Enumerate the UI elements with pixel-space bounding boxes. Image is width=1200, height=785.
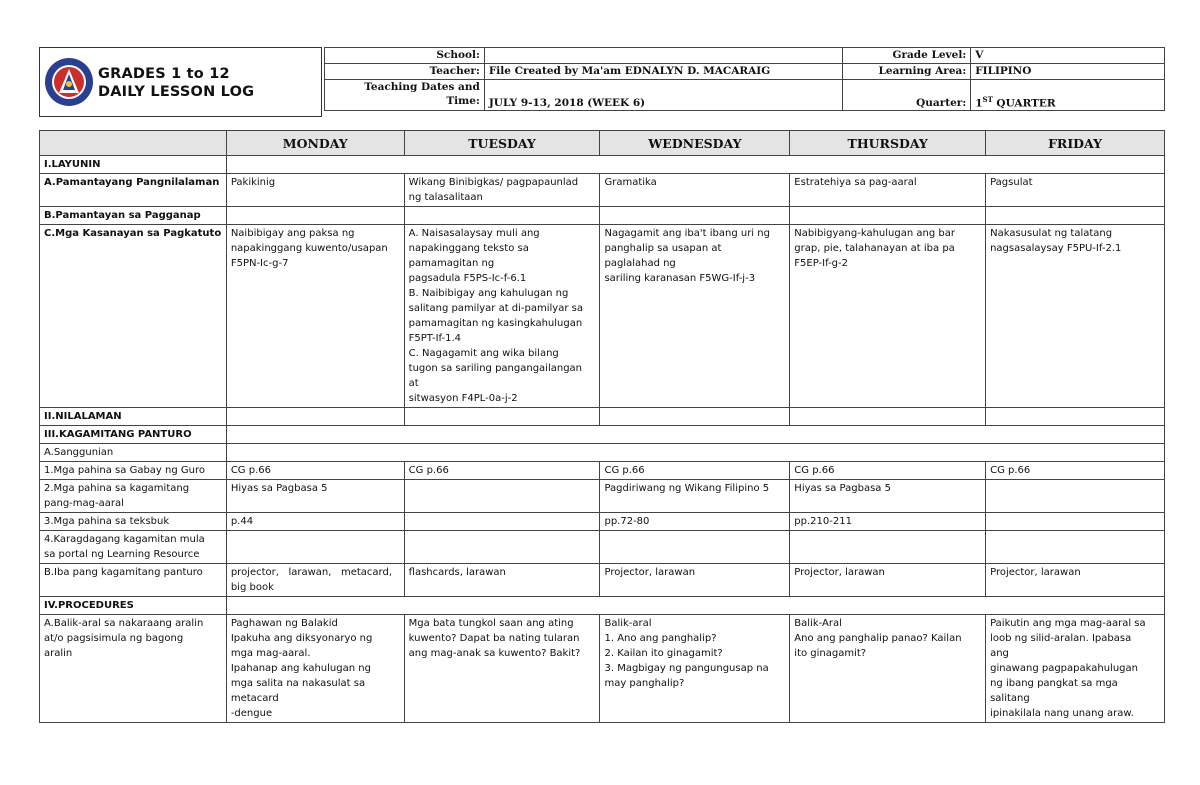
table-row <box>40 426 1165 444</box>
title-line-1: GRADES 1 to 12 <box>98 66 230 82</box>
cell-fri <box>986 513 1165 531</box>
lesson-log-table <box>39 130 1165 723</box>
cell-thu: Projector, larawan <box>790 564 986 597</box>
empty-cell <box>226 408 404 426</box>
cell-fri: Pagsulat <box>986 174 1165 207</box>
section-procedures: IV.PROCEDURES <box>40 597 227 615</box>
table-row <box>40 615 1165 723</box>
school-value <box>484 48 843 64</box>
empty-cell <box>600 207 790 225</box>
day-friday: FRIDAY <box>986 131 1165 156</box>
cell-wed: Nagagamit ang iba't ibang uri ng panghalip sa usapan at paglalahad ng sariling karanasan F5WG-If-j-3 <box>600 225 790 408</box>
cell-mon: projector, larawan, metacard, big book <box>226 564 404 597</box>
section-nilalaman: II.NILALAMAN <box>40 408 227 426</box>
empty-cell <box>226 597 1164 615</box>
cell-tue: CG p.66 <box>404 462 600 480</box>
quarter-rest: QUARTER <box>992 97 1056 109</box>
cell-thu: Estratehiya sa pag-aaral <box>790 174 986 207</box>
row-label-teksbuk: 3.Mga pahina sa teksbuk <box>40 513 227 531</box>
section-layunin: I.LAYUNIN <box>40 156 227 174</box>
teacher-label: Teacher: <box>325 64 485 80</box>
empty-cell <box>404 408 600 426</box>
quarter-num: 1 <box>975 97 983 109</box>
table-row <box>40 462 1165 480</box>
cell-thu: Hiyas sa Pagbasa 5 <box>790 480 986 513</box>
dates-value-text: JULY 9-13, 2018 (WEEK 6) <box>488 97 646 109</box>
cell-wed: Gramatika <box>600 174 790 207</box>
section-kagamitang: III.KAGAMITANG PANTURO <box>40 426 227 444</box>
area-label: Learning Area: <box>843 64 971 80</box>
row-label-pamantayang-pangnilalaman: A.Pamantayang Pangnilalaman <box>40 174 227 207</box>
empty-cell <box>790 207 986 225</box>
cell-mon: p.44 <box>226 513 404 531</box>
row-label-gabay: 1.Mga pahina sa Gabay ng Guro <box>40 462 227 480</box>
empty-cell <box>986 207 1165 225</box>
cell-mon: Pakikinig <box>226 174 404 207</box>
empty-cell <box>600 408 790 426</box>
day-wednesday: WEDNESDAY <box>600 131 790 156</box>
cell-tue: A. Naisasalaysay muli ang napakinggang teksto sa pamamagitan ng pagsadula F5PS-Ic-f-6.1 B. Naibibigay ang kahulugan ng salitang pamilyar at di-pamilyar sa pamamagitan ng kasingkahulugan F5PT-If-1.4 C. Nagagamit ang wika bilang tugon sa sariling pangangailangan at sitwasyon F4PL-0a-j-2 <box>404 225 600 408</box>
grade-label: Grade Level: <box>843 48 971 64</box>
day-monday: MONDAY <box>226 131 404 156</box>
table-row <box>40 480 1165 513</box>
empty-cell <box>226 426 1164 444</box>
table-row <box>40 408 1165 426</box>
table-row <box>40 513 1165 531</box>
school-label: School: <box>325 48 485 64</box>
cell-tue <box>404 480 600 513</box>
table-row <box>40 156 1165 174</box>
title-line-2: DAILY LESSON LOG <box>98 84 255 100</box>
cell-thu: Nabibigyang-kahulugan ang bar grap, pie, talahanayan at iba pa F5EP-If-g-2 <box>790 225 986 408</box>
cell-fri: Paikutin ang mga mag-aaral sa loob ng silid-aralan. Ipabasa ang ginawang pagpapakahulugan ng ibang pangkat sa mga salitang ipinakilala nang unang araw. <box>986 615 1165 723</box>
dates-value <box>484 80 843 111</box>
table-row <box>40 444 1165 462</box>
area-value: FILIPINO <box>971 64 1165 80</box>
cell-thu: Balik-Aral Ano ang panghalip panao? Kailan ito ginagamit? <box>790 615 986 723</box>
cell-thu: CG p.66 <box>790 462 986 480</box>
cell-fri <box>986 480 1165 513</box>
cell-wed: CG p.66 <box>600 462 790 480</box>
cell-mon: Naibibigay ang paksa ng napakinggang kuwento/usapan F5PN-Ic-g-7 <box>226 225 404 408</box>
cell-wed: pp.72-80 <box>600 513 790 531</box>
table-row <box>40 597 1165 615</box>
cell-mon: Hiyas sa Pagbasa 5 <box>226 480 404 513</box>
cell-wed: Balik-aral 1. Ano ang panghalip? 2. Kailan ito ginagamit? 3. Magbigay ng pangungusap na may panghalip? <box>600 615 790 723</box>
empty-cell <box>226 444 1164 462</box>
dates-label-line-2: Time: <box>446 95 480 107</box>
empty-cell <box>986 531 1165 564</box>
quarter-value <box>971 80 1165 111</box>
teacher-value: File Created by Ma'am EDNALYN D. MACARAIG <box>484 64 843 80</box>
table-row <box>40 207 1165 225</box>
page-title <box>98 65 254 101</box>
cell-tue: Wikang Binibigkas/ pagpapaunlad ng talasalitaan <box>404 174 600 207</box>
cell-fri: CG p.66 <box>986 462 1165 480</box>
cell-mon: Paghawan ng Balakid Ipakuha ang diksyonaryo ng mga mag-aaral. Ipahanap ang kahulugan ng mga salita na nakasulat sa metacard -dengue <box>226 615 404 723</box>
row-label-sanggunian: A.Sanggunian <box>40 444 227 462</box>
empty-cell <box>226 156 1164 174</box>
cell-tue <box>404 513 600 531</box>
empty-cell <box>226 531 404 564</box>
empty-cell <box>986 408 1165 426</box>
row-label-kagamitang-mag-aaral: 2.Mga pahina sa kagamitang pang-mag-aaral <box>40 480 227 513</box>
cell-fri: Projector, larawan <box>986 564 1165 597</box>
row-label-balik-aral: A.Balik-aral sa nakaraang aralin at/o pagsisimula ng bagong aralin <box>40 615 227 723</box>
deped-seal-icon <box>44 57 94 107</box>
grade-value: V <box>971 48 1165 64</box>
quarter-label <box>843 80 971 111</box>
row-label-iba-pang: B.Iba pang kagamitang panturo <box>40 564 227 597</box>
quarter-label-text: Quarter: <box>916 97 967 109</box>
table-row <box>40 174 1165 207</box>
cell-fri: Nakasusulat ng talatang nagsasalaysay F5PU-If-2.1 <box>986 225 1165 408</box>
dates-label <box>325 80 485 111</box>
row-label-pamantayan-pagganap: B.Pamantayan sa Pagganap <box>40 207 227 225</box>
cell-wed: Pagdiriwang ng Wikang Filipino 5 <box>600 480 790 513</box>
row-label-kasanayan: C.Mga Kasanayan sa Pagkatuto <box>40 225 227 408</box>
cell-mon: CG p.66 <box>226 462 404 480</box>
table-row <box>40 531 1165 564</box>
row-label-karagdagang: 4.Karagdagang kagamitan mula sa portal ng Learning Resource <box>40 531 227 564</box>
day-tuesday: TUESDAY <box>404 131 600 156</box>
cell-tue: Mga bata tungkol saan ang ating kuwento? Dapat ba nating tularan ang mag-anak sa kuwento? Bakit? <box>404 615 600 723</box>
dates-label-line-1: Teaching Dates and <box>364 81 480 93</box>
table-row <box>40 564 1165 597</box>
corner-cell <box>40 131 227 156</box>
empty-cell <box>226 207 404 225</box>
empty-cell <box>600 531 790 564</box>
table-row <box>40 225 1165 408</box>
header-title-box <box>39 47 322 117</box>
quarter-sup: ST <box>982 94 993 104</box>
empty-cell <box>790 408 986 426</box>
cell-tue: flashcards, larawan <box>404 564 600 597</box>
empty-cell <box>404 531 600 564</box>
empty-cell <box>404 207 600 225</box>
cell-wed: Projector, larawan <box>600 564 790 597</box>
day-thursday: THURSDAY <box>790 131 986 156</box>
cell-thu: pp.210-211 <box>790 513 986 531</box>
info-table <box>324 47 1165 111</box>
empty-cell <box>790 531 986 564</box>
day-header-row <box>40 131 1165 156</box>
